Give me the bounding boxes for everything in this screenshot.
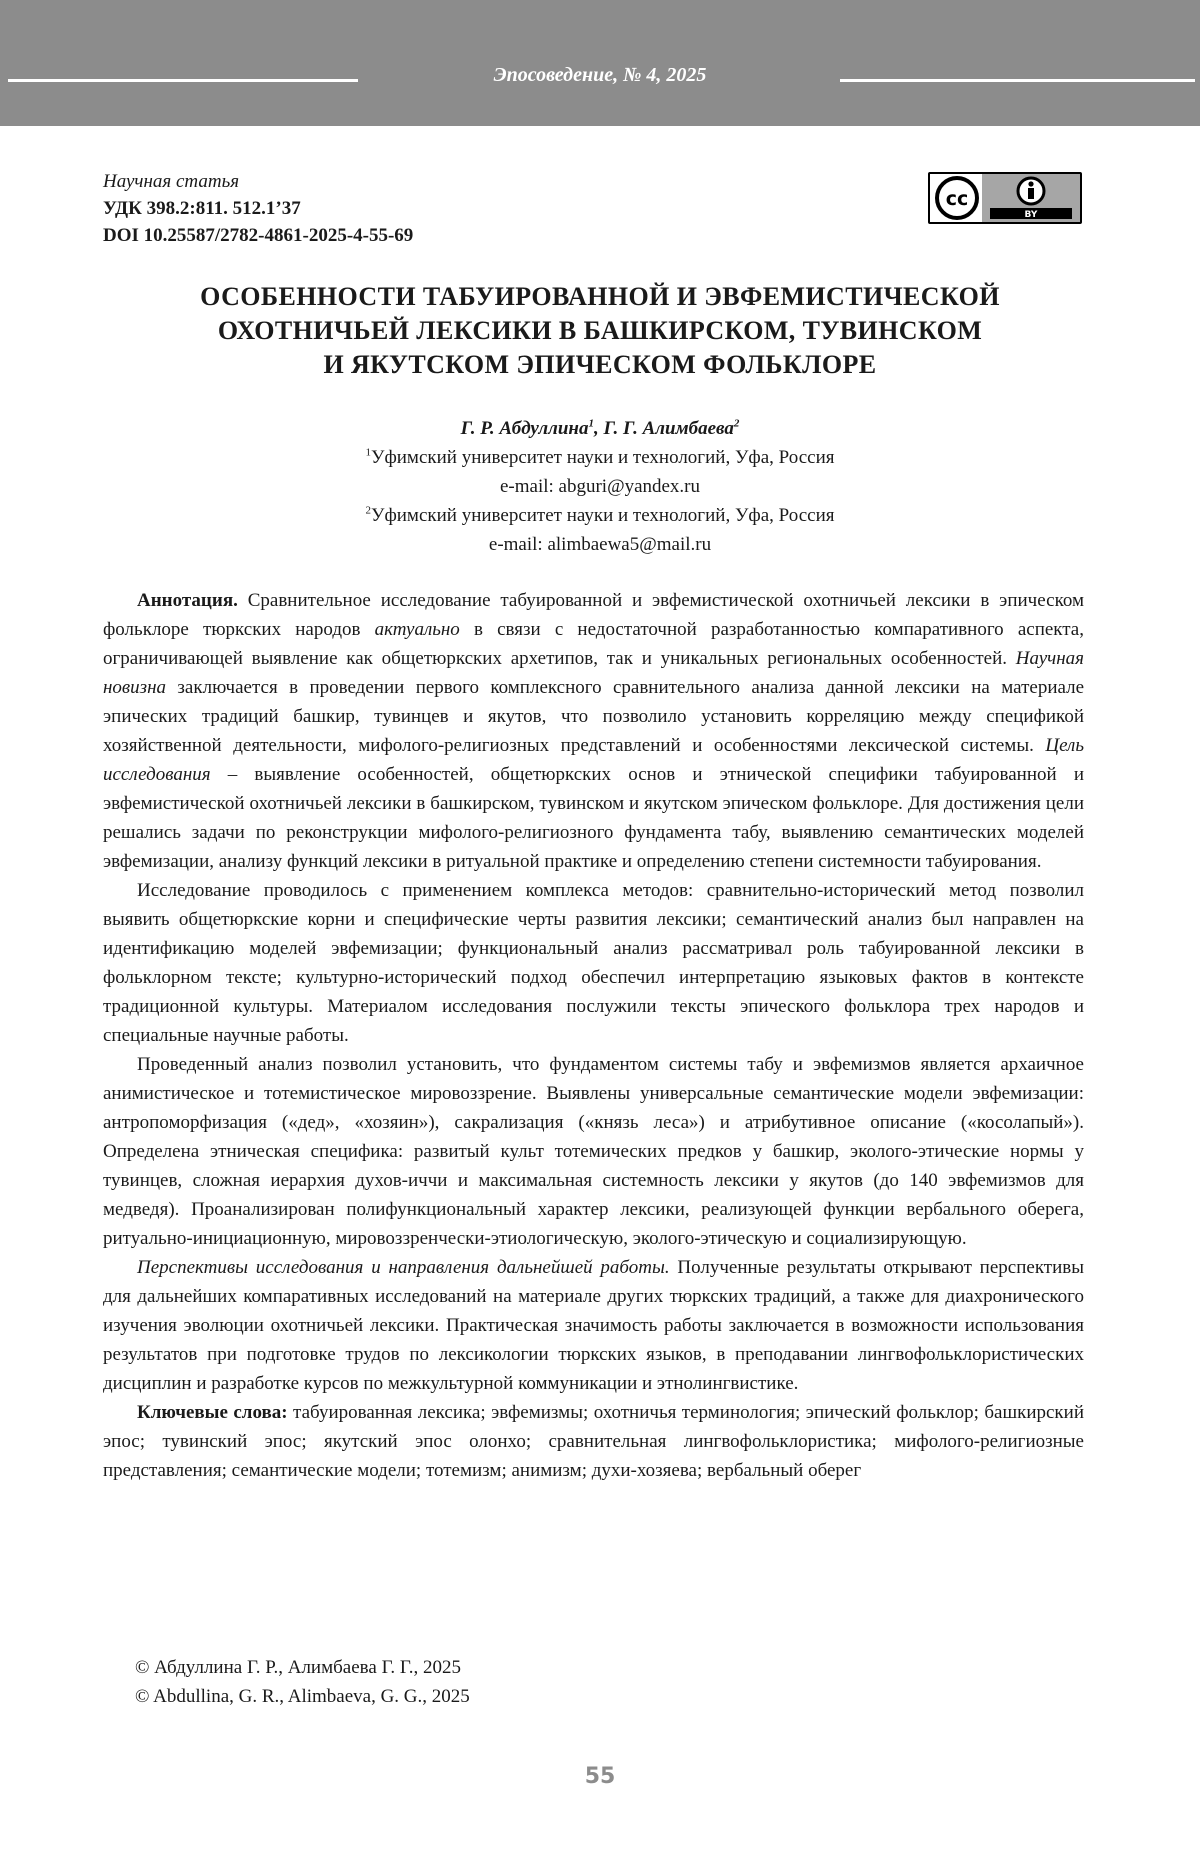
abstract-text: – выявление особенностей, общетюркских основ и этнической специфики табуированной и эвфемистической охотничьей лексики в башкирском, тувинском и якутском эпическом фольклоре. Для достижения цели решались задачи по реконструкции мифолого-религиозного фундамента табу, выявлению семантических моделей эвфемизации, анализу функций лексики в ритуальной практике и определению степени системности табуирования. [103, 764, 1084, 872]
article-title [100, 280, 1100, 382]
abstract-label: Аннотация. [137, 590, 238, 611]
author-affil-mark: 1 [588, 417, 594, 430]
affiliation-text: Уфимский университет науки и технологий, Уфа, Россия [371, 505, 835, 526]
keywords-label: Ключевые слова: [137, 1402, 288, 1423]
abstract [103, 586, 1084, 1485]
page-number: 55 [584, 1764, 616, 1789]
cc-by-license-badge [928, 172, 1082, 224]
author-affil-mark: 2 [733, 417, 740, 430]
affiliation-text: Уфимский университет науки и технологий, Уфа, Россия [371, 447, 835, 468]
author-name: Г. Г. Алимбаева [603, 418, 734, 439]
copyright-block [135, 1653, 470, 1711]
abstract-emphasis: Научная новизна [103, 648, 1084, 698]
author-email: e-mail: abguri@yandex.ru [499, 476, 701, 497]
abstract-emphasis: актуально [374, 619, 460, 640]
abstract-paragraph: Проведенный анализ позволил установить, что фундаментом системы табу и эвфемизмов является архаичное анимистическое и тотемистическое мировоззрение. Выявлены универсальные семантические модели эвфемизации: антропоморфизация («дед», «хозяин»), сакрализация («князь леса») и атрибутивное описание («косолапый»). Определена этническая специфика: развитый культ тотемических предков у башкир, эколого-этические нормы у тувинцев, сложная иерархия духов-иччи и максимальная системность лексики у якутов (до 140 эвфемизмов для медведя). Проанализирован полифункциональный характер лексики, реализующей функции вербального оберега, ритуально-инициационную, мировоззренчески-этиологическую, эколого-этическую и социализирующую. [103, 1054, 1084, 1249]
keywords-text: табуированная лексика; эвфемизмы; охотничья терминология; эпический фольклор; башкирский эпос; тувинский эпос; якутский эпос олонхо; сравнительная лингвофольклористика; мифолого-религиозные представления; семантические модели; тотемизм; анимизм; духи-хозяева; вербальный оберег [103, 1402, 1084, 1481]
copyright-en: © Abdullina, G. R., Alimbaeva, G. G., 2025 [135, 1686, 470, 1707]
journal-title: Эпосоведение, № 4, 2025 [493, 64, 707, 86]
article-title-line: И ЯКУТСКОМ ЭПИЧЕСКОМ ФОЛЬКЛОРЕ [323, 350, 877, 379]
author-name: Г. Р. Абдуллина [460, 418, 589, 439]
abstract-text: Сравнительное исследование табуированной и эвфемистической охотничьей лексики в эпическом фольклоре тюркских народов [103, 590, 1084, 640]
copyright-ru: © Абдуллина Г. Р., Алимбаева Г. Г., 2025 [135, 1657, 461, 1678]
affiliation [0, 501, 1200, 530]
abstract-emphasis: Цель исследования [103, 735, 1084, 785]
abstract-text: заключается в проведении первого комплексного сравнительного анализа данной лексики на материале эпических традиций башкир, тувинцев и якутов, что позволило установить корреляцию между спецификой хозяйственной деятельности, мифолого-религиозных представлений и особенностями лексической системы. [103, 677, 1084, 756]
authors-line [0, 414, 1200, 443]
cc-by-license-graphic [930, 174, 1080, 222]
cc-icon-label: cc [945, 188, 969, 210]
header-rule-right [840, 79, 1195, 82]
abstract-paragraph [103, 586, 1084, 876]
keywords-paragraph [103, 1398, 1084, 1485]
abstract-text: в связи с недостаточной разработанностью компаративного аспекта, ограничивающей выявление как общетюркских архетипов, так и уникальных региональных особенностей. [103, 619, 1084, 669]
by-label: BY [1024, 210, 1038, 220]
authors-block [0, 414, 1200, 559]
affiliation-mark: 1 [365, 446, 371, 459]
affiliation [0, 443, 1200, 472]
author-separator: , [593, 418, 604, 439]
doi: DOI 10.25587/2782-4861-2025-4-55-69 [103, 225, 414, 246]
article-meta [103, 168, 413, 249]
article-title-line: ОХОТНИЧЬЕЙ ЛЕКСИКИ В БАШКИРСКОМ, ТУВИНСКОМ [217, 316, 983, 345]
header-band [0, 0, 1200, 126]
abstract-text: Полученные результаты открывают перспективы для дальнейших компаративных исследований на материале других тюркских традиций, а также для диахронического изучения эволюции охотничьей лексики. Практическая значимость работы заключается в возможности использования результатов при подготовке трудов по лексикологии тюркских языков, в преподавании лингвофольклористических дисциплин и разработке курсов по межкультурной коммуникации и этнолингвистике. [103, 1257, 1085, 1394]
udc-code: УДК 398.2:811. 512.1’37 [103, 198, 301, 219]
abstract-emphasis: Перспективы исследования и направления дальнейшей работы. [137, 1257, 670, 1278]
affiliation-mark: 2 [365, 504, 371, 517]
article-title-line: ОСОБЕННОСТИ ТАБУИРОВАННОЙ И ЭВФЕМИСТИЧЕСКОЙ [200, 282, 1000, 311]
author-email: e-mail: alimbaewa5@mail.ru [488, 534, 712, 555]
abstract-paragraph: Исследование проводилось с применением комплекса методов: сравнительно-исторический метод позволил выявить общетюркские корни и специфические черты развития лексики; семантический анализ был направлен на идентификацию моделей эвфемизации; функциональный анализ рассматривал роль табуированной лексики в фольклорном тексте; культурно-исторический подход обеспечил интерпретацию языковых фактов в контексте традиционной культуры. Материалом исследования послужили тексты эпического фольклора трех народов и специальные научные работы. [103, 880, 1084, 1046]
article-type: Научная статья [103, 171, 240, 192]
abstract-paragraph [103, 1253, 1084, 1398]
